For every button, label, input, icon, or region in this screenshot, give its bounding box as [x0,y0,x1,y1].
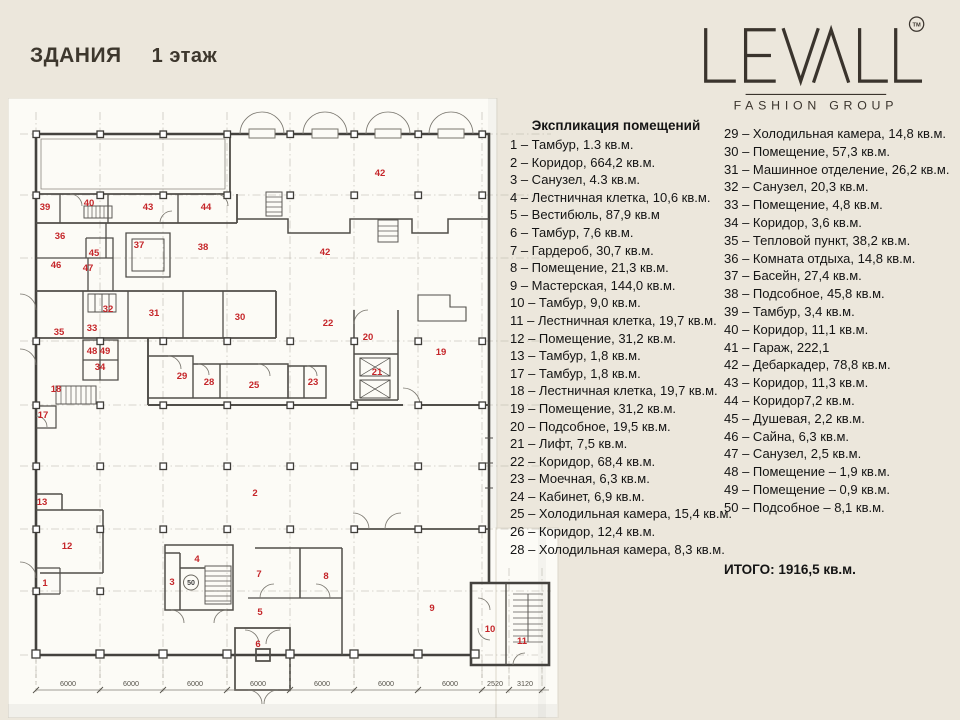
room-number: 48 [86,346,98,357]
legend-item: 37 – Басейн, 27,4 кв.м. [724,268,862,284]
legend-item: 49 – Помещение – 0,9 кв.м. [724,481,890,497]
tm-mark: TM [912,22,921,29]
room-number: 47 [82,263,94,274]
room-number: 33 [86,323,98,334]
legend-item: 24 – Кабинет, 6,9 кв.м. [510,488,645,504]
room-number: 37 [133,240,145,251]
room-number: 9 [429,603,435,614]
room-number: 7 [256,569,262,580]
legend-item: 36 – Комната отдыха, 14,8 кв.м. [724,250,916,266]
legend-item: 28 – Холодильная камера, 8,3 кв.м. [510,541,725,557]
room-number: 29 [176,371,188,382]
room-number: 20 [362,332,374,343]
plan-paper [8,98,497,718]
legend-item: 18 – Лестничная клетка, 19,7 кв.м. [510,383,718,399]
dimension-label: 6000 [60,679,76,688]
room-number: 28 [203,377,215,388]
page-title [30,44,217,68]
levall-logo [700,16,928,112]
legend-item: 8 – Помещение, 21,3 кв.м. [510,260,669,276]
room-number: 44 [200,202,212,213]
room-number: 42 [374,168,386,179]
room-number: 12 [61,541,73,552]
room-number: 50 [187,580,195,587]
dimension-label: 6000 [378,679,394,688]
room-number: 21 [371,367,383,378]
legend-item: 38 – Подсобное, 45,8 кв.м. [724,286,885,302]
dimension-label: 6000 [123,679,139,688]
room-number: 31 [148,308,160,319]
legend-item: 4 – Лестничная клетка, 10,6 кв.м. [510,189,711,205]
legend-item: 3 – Санузел, 4.3 кв.м. [510,172,640,188]
room-number: 35 [53,327,65,338]
room-number: 2 [252,488,258,499]
legend-item: 23 – Моечная, 6,3 кв.м. [510,471,650,487]
explication-heading: Экспликация помещений [531,118,701,133]
room-number: 1 [42,578,48,589]
room-number: 4 [194,554,200,565]
legend-item: 43 – Коридор, 11,3 кв.м. [724,375,869,391]
legend-item: 2 – Коридор, 664,2 кв.м. [510,154,656,170]
legend-item: 1 – Тамбур, 1.3 кв.м. [510,137,634,152]
room-number: 22 [322,318,334,329]
room-number: 32 [102,304,114,315]
legend-item: 47 – Санузел, 2,5 кв.м. [724,446,862,462]
dimension-label: 6000 [187,679,203,688]
dimension-label: 2520 [487,679,503,688]
legend-item: 26 – Коридор, 12,4 кв.м. [510,524,656,540]
room-number: 3 [169,577,175,588]
legend-item: 19 – Помещение, 31,2 кв.м. [510,400,676,416]
room-number: 17 [37,410,49,421]
legend-item: 10 – Тамбур, 9,0 кв.м. [510,295,641,311]
room-number: 46 [50,260,62,271]
room-number: 23 [307,377,319,388]
room-number: 30 [234,312,246,323]
room-number: 39 [39,202,51,213]
room-number: 10 [484,624,496,635]
legend-item: 40 – Коридор, 11,1 кв.м. [724,321,869,337]
room-number: 49 [99,346,111,357]
legend-item: 31 – Машинное отделение, 26,2 кв.м. [724,161,950,177]
legend-item: 21 – Лифт, 7,5 кв.м. [510,436,628,452]
explication-column-1 [510,136,733,558]
room-number: 13 [36,497,48,508]
legend-item: 35 – Тепловой пункт, 38,2 кв.м. [724,232,911,248]
legend-item: 9 – Мастерская, 144,0 кв.м. [510,277,676,293]
legend-item: 20 – Подсобное, 19,5 кв.м. [510,418,671,434]
floor-plan [8,98,560,718]
legend-item: 30 – Помещение, 57,3 кв.м. [724,143,890,159]
legend-item: 48 – Помещение – 1,9 кв.м. [724,464,890,480]
legend-item: 39 – Тамбур, 3,4 кв.м. [724,303,855,319]
legend-item: 6 – Тамбур, 7,6 кв.м. [510,224,634,240]
room-number: 36 [54,231,66,242]
room-number: 18 [50,384,62,395]
room-number: 8 [323,571,329,582]
legend-item: 42 – Дебаркадер, 78,8 кв.м. [724,357,891,373]
legend-item: 5 – Вестибюль, 87,9 кв.м [510,207,660,223]
room-number: 34 [94,362,106,373]
dimension-label: 6000 [314,679,330,688]
legend-item: 25 – Холодильная камера, 15,4 кв.м. [510,506,733,522]
legend-item: 44 – Коридор7,2 кв.м. [724,392,855,408]
room-number: 11 [516,636,528,647]
legend-item: 13 – Тамбур, 1,8 кв.м. [510,348,641,364]
legend-item: 29 – Холодильная камера, 14,8 кв.м. [724,126,947,141]
legend-item: 17 – Тамбур, 1,8 кв.м. [510,365,641,381]
levall-wordmark-icon [700,16,928,112]
room-number: 25 [248,380,260,391]
room-number: 45 [88,248,100,259]
room-number: 6 [255,639,261,650]
legend-item: 33 – Помещение, 4,8 кв.м. [724,197,883,213]
logo-tagline: FASHION GROUP [733,98,899,112]
legend-item: 45 – Душевая, 2,2 кв.м. [724,410,865,426]
legend-item: 32 – Санузел, 20,3 кв.м. [724,179,869,195]
room-number: 5 [257,607,263,618]
legend-item: 11 – Лестничная клетка, 19,7 кв.м. [510,312,717,328]
room-number: 43 [142,202,154,213]
legend-item: 12 – Помещение, 31,2 кв.м. [510,330,676,346]
legend-item: 22 – Коридор, 68,4 кв.м. [510,453,656,469]
dimension-label: 6000 [250,679,266,688]
page-title-sub: 1 этаж [151,45,218,67]
legend-item: 41 – Гараж, 222,1 [724,339,830,355]
room-number: 19 [435,347,447,358]
room-number: 42 [319,247,331,258]
room-number: 40 [83,198,95,209]
room-number: 38 [197,242,209,253]
dimension-label: 6000 [442,679,458,688]
explication-total: ИТОГО: 1916,5 кв.м. [724,562,856,577]
page-title-main: ЗДАНИЯ [30,44,122,67]
legend-item: 46 – Сайна, 6,3 кв.м. [724,428,850,444]
explication-column-2 [724,125,956,517]
legend-item: 7 – Гардероб, 30,7 кв.м. [510,242,654,258]
legend-item: 34 – Коридор, 3,6 кв.м. [724,214,862,230]
legend-item: 50 – Подсобное – 8,1 кв.м. [724,499,885,515]
dimension-label: 3120 [517,679,533,688]
